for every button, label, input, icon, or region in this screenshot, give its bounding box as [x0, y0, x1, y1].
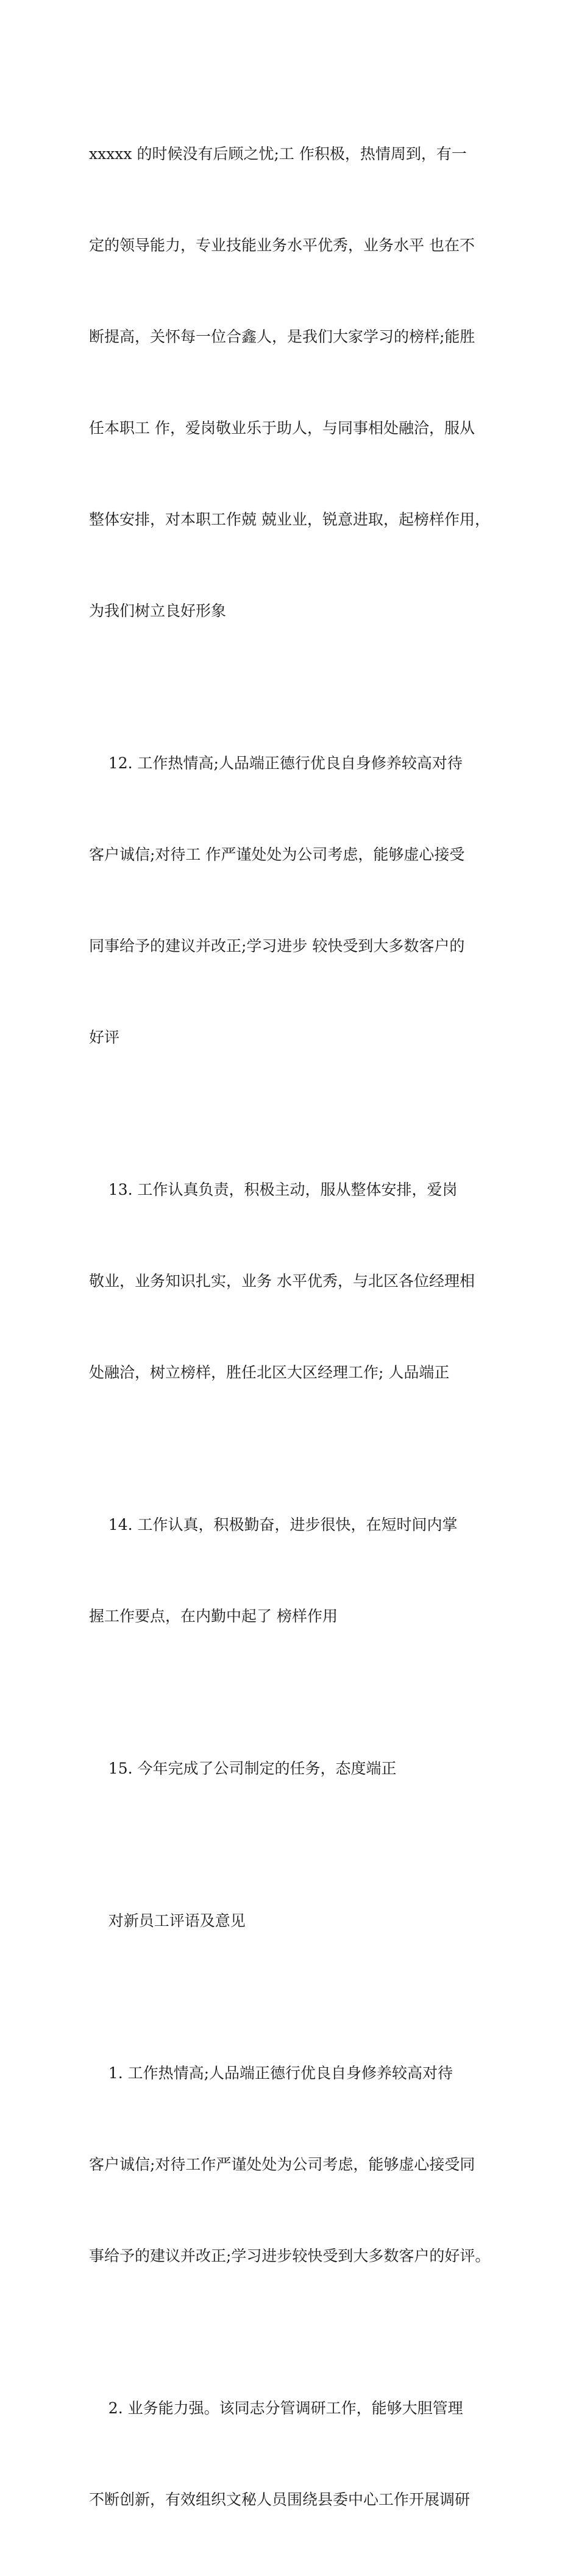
paragraph-continued-praise	[89, 78, 496, 687]
text-line: xxxxx 的时候没有后顾之忧;工 作积极，热情周到，有一	[89, 145, 467, 163]
text-line: 握工作要点，在内勤中起了 榜样作用	[89, 1607, 338, 1625]
paragraph-item-13	[89, 1114, 496, 1449]
text-line: 12. 工作热情高;人品端正德行优良自身修养较高对待	[89, 754, 463, 772]
text-line: 不断创新，有效组织文秘人员围绕县委中心工作开展调研	[89, 2491, 471, 2508]
text-line: 事给予的建议并改正;学习进步较快受到大多数客户的好评。	[89, 2247, 491, 2265]
text-line: 敬业，业务知识扎实，业务 水平优秀，与北区各位经理相	[89, 1272, 475, 1290]
text-line: 客户诚信;对待工 作严谨处处为公司考虑，能够虚心接受	[89, 846, 465, 863]
text-line: 2. 业务能力强。该同志分管调研工作，能够大胆管理	[89, 2399, 463, 2417]
text-line: 处融洽，树立榜样，胜任北区大区经理工作; 人品端正	[89, 1364, 450, 1381]
text-line: 1. 工作热情高;人品端正德行优良自身修养较高对待	[89, 2064, 453, 2082]
paragraph-new-item-2	[89, 2332, 496, 2576]
paragraph-item-15	[89, 1693, 496, 1845]
text-line: 同事给予的建议并改正;学习进步 较快受到大多数客户的	[89, 937, 465, 955]
section-heading	[89, 1845, 496, 1997]
text-line: 任本职工 作，爱岗敬业乐于助人，与同事相处融洽，服从	[89, 419, 475, 437]
text-line: 客户诚信;对待工作严谨处处为公司考虑，能够虚心接受同	[89, 2156, 475, 2173]
text-line: 为我们树立良好形象	[89, 602, 227, 620]
paragraph-new-item-1	[89, 1997, 496, 2332]
text-line: 定的领导能力，专业技能业务水平优秀，业务水平 也在不	[89, 236, 475, 254]
heading-line: 对新员工评语及意见	[89, 1912, 246, 1930]
text-line: 整体安排，对本职工作兢 兢业业，锐意进取，起榜样作用，	[89, 511, 490, 528]
text-line: 13. 工作认真负责，积极主动，服从整体安排，爱岗	[89, 1181, 458, 1198]
text-line: 15. 今年完成了公司制定的任务，态度端正	[89, 1760, 397, 1777]
text-line: 14. 工作认真，积极勤奋，进步很快，在短时间内掌	[89, 1516, 458, 1534]
document-body	[89, 78, 496, 2576]
paragraph-item-12	[89, 687, 496, 1114]
text-line: 好评	[89, 1028, 120, 1046]
paragraph-item-14	[89, 1449, 496, 1693]
text-line: 断提高，关怀每一位合鑫人，是我们大家学习的榜样;能胜	[89, 328, 475, 345]
